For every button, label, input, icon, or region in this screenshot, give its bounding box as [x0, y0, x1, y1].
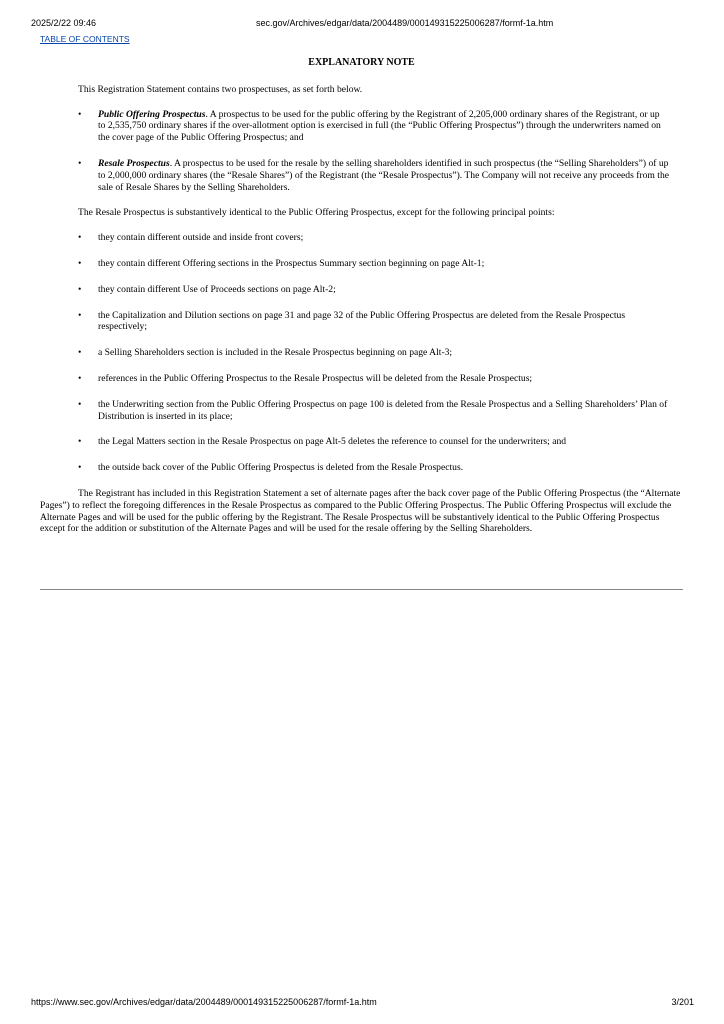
footer-url: https://www.sec.gov/Archives/edgar/data/2004489/000149315225006287/formf-1a.htm [31, 997, 377, 1007]
difference-text: they contain different outside and inside front covers; [98, 232, 304, 244]
intro-paragraph: This Registration Statement contains two prospectuses, as set forth below. [78, 83, 363, 95]
list-item [40, 284, 683, 296]
prospectus-name: Resale Prospectus [98, 157, 170, 169]
list-item [40, 373, 683, 385]
bullet: • [78, 157, 82, 169]
list-item [40, 436, 683, 448]
bullet: • [78, 347, 82, 359]
bullet: • [78, 436, 82, 448]
bullet: • [78, 232, 82, 244]
bullet: • [78, 309, 82, 321]
closing-paragraph: The Registrant has included in this Registration Statement a set of alternate pages after the back cover page of the Public Offering Prospectus (the “Alternate Pages”) to reflect the foregoing differences in the Resale Prospectus as compared to the Public Offering Prospectus. The Public Offering Prospectus will exclude the Alternate Pages and will be used for the public offering by the Registrant. The Resale Prospectus will be substantively identical to the Public Offering Prospectus except for the addition or substitution of the Alternate Pages and will be used for the resale offering by the Selling Shareholders. [40, 487, 681, 535]
difference-text: the outside back cover of the Public Offering Prospectus is deleted from the Resale Prospectus. [98, 462, 464, 474]
difference-text: the Capitalization and Dilution sections on page 31 and page 32 of the Public Offering Prospectus are deleted from the Resale Prospectus respectively; [98, 309, 626, 333]
prospectus-name: Public Offering Prospectus [98, 108, 206, 120]
list-item [40, 258, 683, 270]
difference-text: references in the Public Offering Prospectus to the Resale Prospectus will be deleted from the Resale Prospectus; [98, 372, 533, 384]
differences-intro: The Resale Prospectus is substantively identical to the Public Offering Prospectus, except for the following principal points: [78, 207, 555, 219]
bullet: • [78, 108, 82, 120]
prospectus-description: . A prospectus to be used for the public offering by the Registrant of 2,205,000 ordinary shares of the Registrant, or up to 2,535,750 ordinary shares if the over-allotment option is exercised in full (the “Public Offering Prospectus”) through the underwriters named on the cover page of the Public Offering Prospectus; and [98, 108, 661, 144]
list-item [40, 232, 683, 244]
list-item [40, 462, 683, 474]
bullet: • [78, 462, 82, 474]
page-divider [40, 589, 683, 590]
print-footer [0, 997, 724, 1009]
list-item [40, 158, 683, 193]
prospectus-list [40, 109, 683, 194]
print-header [0, 18, 724, 30]
difference-text: they contain different Offering sections in the Prospectus Summary section beginning on page Alt-1; [98, 257, 485, 269]
list-item [40, 399, 683, 423]
difference-text: the Legal Matters section in the Resale Prospectus on page Alt-5 deletes the reference to counsel for the underwriters; and [98, 436, 567, 448]
difference-text: a Selling Shareholders section is included in the Resale Prospectus beginning on page Alt-3; [98, 347, 453, 359]
bullet: • [78, 372, 82, 384]
table-of-contents-link[interactable]: TABLE OF CONTENTS [40, 34, 130, 44]
bullet: • [78, 283, 82, 295]
difference-text: they contain different Use of Proceeds sections on page Alt-2; [98, 283, 336, 295]
list-item [40, 347, 683, 359]
page-title: EXPLANATORY NOTE [308, 57, 415, 68]
bullet: • [78, 257, 82, 269]
list-item [40, 310, 683, 334]
print-datetime: 2025/2/22 09:46 [31, 18, 97, 28]
prospectus-description: . A prospectus to be used for the resale by the selling shareholders identified in such prospectus (the “Selling Shareholders”) of up to 2,000,000 ordinary shares (the “Resale Shares”) of the Registrant (the “Resale Prospectus”). The Company will not receive any proceeds from the sale of Resale Shares by the Selling Shareholders. [98, 157, 670, 193]
bullet: • [78, 398, 82, 410]
document-body [40, 57, 683, 535]
differences-list [40, 232, 683, 474]
page-number: 3/201 [671, 997, 694, 1007]
list-item [40, 109, 683, 144]
print-url: sec.gov/Archives/edgar/data/2004489/000149315225006287/formf-1a.htm [256, 18, 554, 28]
difference-text: the Underwriting section from the Public Offering Prospectus on page 100 is deleted from the Resale Prospectus and a Selling Shareholders’ Plan of Distribution is inserted in its place; [98, 398, 668, 422]
